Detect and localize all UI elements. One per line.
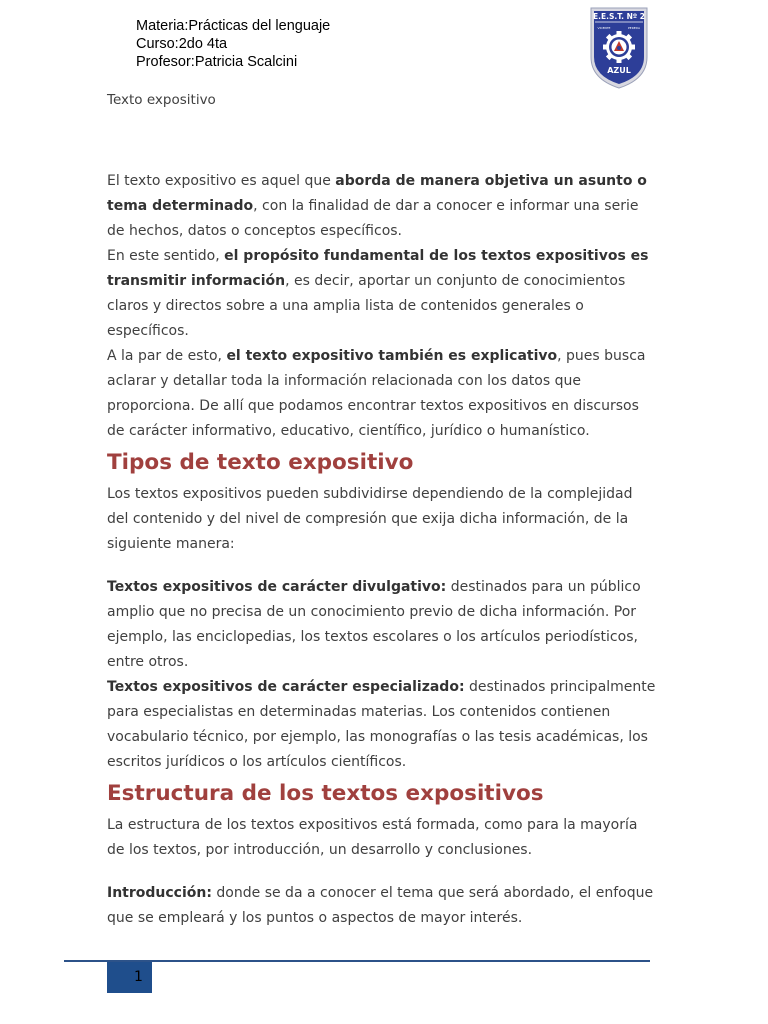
logo-bottom-text: AZUL bbox=[607, 66, 631, 75]
tipos-intro-paragraph: Los textos expositivos pueden subdividirse dependiendo de la complejidad del contenido y del nivel de compresión que exija dicha información, de la siguiente manera: bbox=[107, 486, 633, 552]
bold-span: el propósito fundamental de los textos expositivos es transmitir información bbox=[107, 248, 649, 289]
text-span: destinados principalmente para especialistas en determinadas materias. Los contenidos contienen vocabulario técnico, por ejemplo, las monografías o las tesis académicas, los escritos jurídicos o los artículos científicos. bbox=[107, 679, 656, 770]
logo-top-text: E.E.S.T. Nº 2 bbox=[593, 12, 645, 21]
bold-term: Textos expositivos de carácter especializado: bbox=[107, 679, 465, 695]
document-header bbox=[136, 17, 330, 71]
text-span: donde se da a conocer el tema que será abordado, el enfoque que se empleará y los puntos o aspectos de mayor interés. bbox=[107, 885, 654, 926]
text-span: , es decir, aportar un conjunto de conocimientos claros y directos sobre a una amplia lista de contenidos generales o específicos. bbox=[107, 273, 626, 339]
bold-term: Introducción: bbox=[107, 885, 212, 901]
logo-right-text: PEREDA bbox=[628, 26, 640, 30]
intro-paragraph-2 bbox=[107, 244, 657, 344]
course-line: Curso:2do 4ta bbox=[136, 36, 228, 52]
intro-paragraph-3 bbox=[107, 344, 657, 444]
divulgativo-paragraph bbox=[107, 575, 657, 675]
text-span: El texto expositivo es aquel que bbox=[107, 173, 336, 189]
bold-span: el texto expositivo también es explicativo bbox=[226, 348, 558, 364]
especializado-paragraph bbox=[107, 675, 657, 775]
text-span: En este sentido, bbox=[107, 248, 225, 264]
subject-line: Materia:Prácticas del lenguaje bbox=[136, 18, 331, 34]
text-span: A la par de esto, bbox=[107, 348, 227, 364]
teacher-line: Profesor:Patricia Scalcini bbox=[136, 54, 298, 70]
introduccion-paragraph bbox=[107, 881, 657, 931]
page-number: 1 bbox=[107, 962, 152, 993]
intro-paragraph-1 bbox=[107, 169, 657, 244]
section-heading-tipos: Tipos de texto expositivo bbox=[107, 450, 414, 475]
bold-term: Textos expositivos de carácter divulgativo: bbox=[107, 579, 447, 595]
section-heading-estructura: Estructura de los textos expositivos bbox=[107, 781, 544, 806]
gear-icon bbox=[603, 31, 635, 63]
text-span: destinados para un público amplio que no precisa de un conocimiento previo de dicha información. Por ejemplo, las enciclopedias, los textos escolares o los artículos periodísticos, entre otros. bbox=[107, 579, 641, 670]
document-type-label: Texto expositivo bbox=[107, 92, 216, 108]
document-body bbox=[107, 169, 657, 931]
bold-span: aborda de manera objetiva un asunto o tema determinado bbox=[107, 173, 647, 214]
text-span: , pues busca aclarar y detallar toda la información relacionada con los datos que proporciona. De allí que podamos encontrar textos expositivos en discursos de carácter informativo, educativo, científico, jurídico o humanístico. bbox=[107, 348, 646, 439]
text-span: , con la finalidad de dar a conocer e informar una serie de hechos, datos o conceptos específicos. bbox=[107, 198, 639, 239]
logo-left-text: VICENTE bbox=[597, 26, 611, 30]
estructura-intro-paragraph: La estructura de los textos expositivos está formada, como para la mayoría de los textos, por introducción, un desarrollo y conclusiones. bbox=[107, 817, 638, 858]
school-logo bbox=[590, 7, 648, 89]
